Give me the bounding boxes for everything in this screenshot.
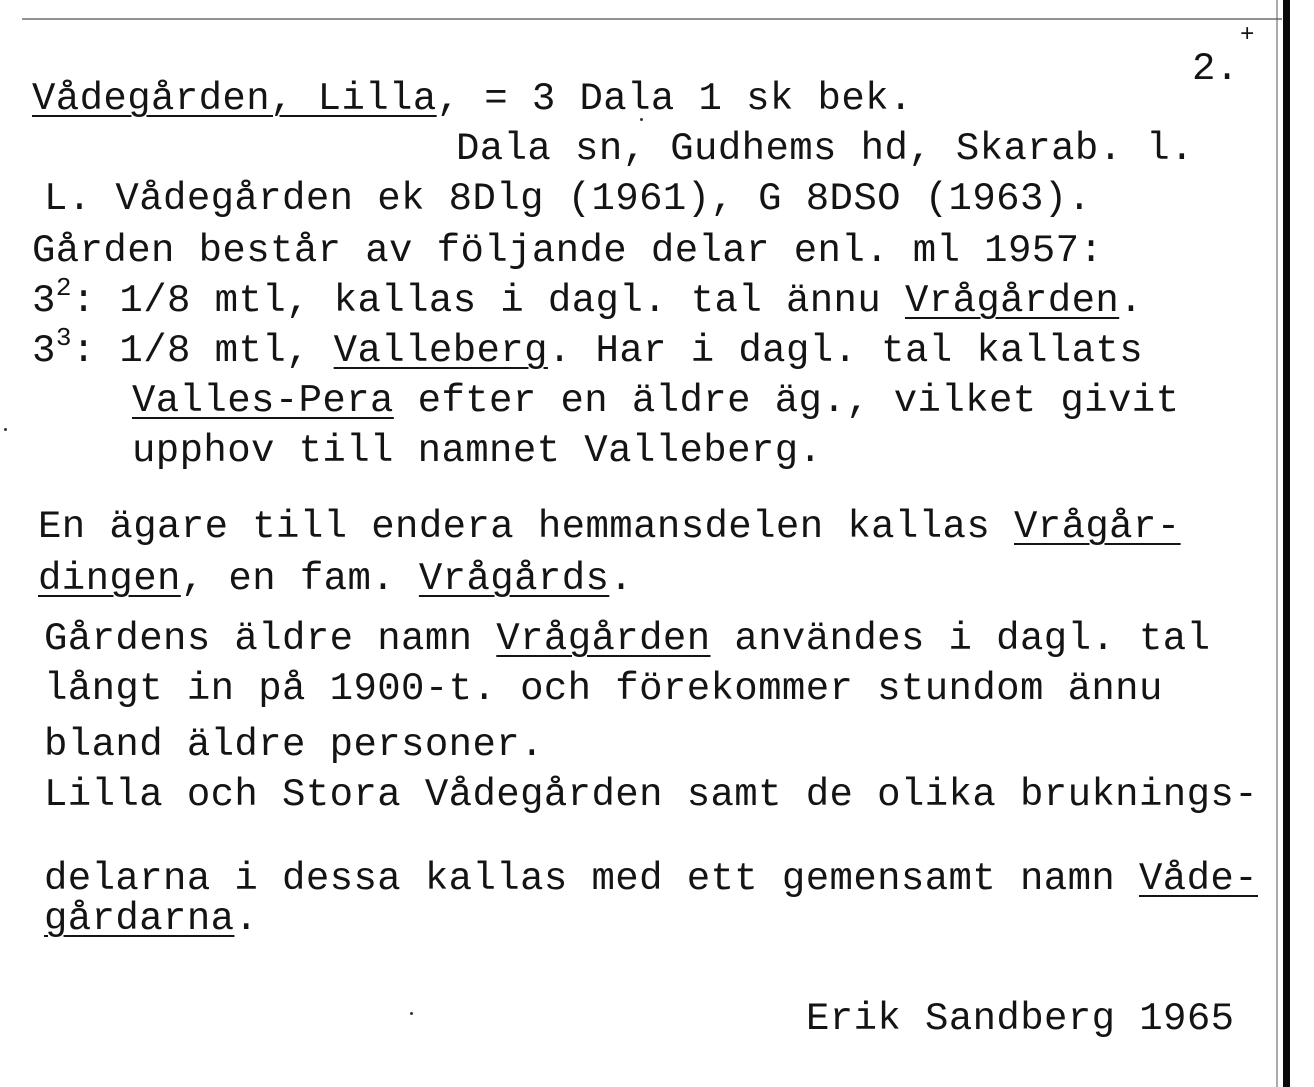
collective-text: delarna i dessa kallas med ett gemensamt namn (44, 857, 1139, 901)
name-dingen: dingen (38, 557, 181, 601)
part-superscript: 3 (55, 323, 72, 353)
name-gardarna: gårdarna (44, 897, 235, 941)
collective-line-1: Lilla och Stora Vådegården samt de olika bruknings- (44, 773, 1258, 817)
part-name-vragarden: Vrågården (904, 279, 1120, 323)
old-name-text: Gårdens äldre namn (44, 617, 497, 661)
part-number: 3 (32, 329, 56, 373)
part-text-end: . Har i dagl. tal kallats (547, 329, 1144, 373)
part-text: : 1/8 mtl, kallas i dagl. tal ännu (71, 279, 905, 323)
owner-line-1 (38, 504, 1181, 550)
speck (410, 1012, 413, 1015)
card-number-mark: + (1240, 22, 1255, 49)
part-cont-text: efter en äldre äg., vilket givit (393, 379, 1180, 423)
name-vade: Våde- (1138, 857, 1259, 901)
name-vragards: Vrågårds (418, 557, 610, 601)
part-name-valleberg: Valleberg (333, 329, 548, 373)
heading-rest: , = 3 Dala 1 sk bek. (436, 77, 913, 121)
part-name-valles-pera: Valles-Pera (132, 379, 394, 423)
old-name-line-2: långt in på 1900-t. och förekommer stundom ännu (44, 667, 1163, 711)
card-right-edge-shadow (1276, 0, 1278, 1087)
owner-line-2 (38, 556, 633, 602)
part-3-2-line (32, 273, 1144, 327)
owner-text-end: . (609, 557, 634, 601)
speck (4, 428, 7, 431)
name-vragar: Vrågår- (1013, 505, 1181, 549)
place-name: Vådegården, Lilla (32, 77, 437, 121)
old-name-line-3: bland äldre personer. (44, 723, 544, 767)
old-name-text-end: användes i dagl. tal (710, 617, 1211, 661)
owner-text: En ägare till endera hemmansdelen kallas (38, 505, 1014, 549)
map-refs-line: L. Vådegården ek 8Dlg (1961), G 8DSO (1963). (44, 177, 1092, 221)
collective-text-end: . (234, 897, 259, 941)
heading-line (32, 76, 913, 122)
part-text: : 1/8 mtl, (71, 329, 334, 373)
intro-line: Gården består av följande delar enl. ml 1957: (32, 229, 1104, 273)
owner-text-mid: , en fam. (180, 557, 419, 601)
old-name-line-1 (44, 616, 1210, 662)
card-number: 2. (1192, 47, 1239, 91)
part-3-3-cont-1 (132, 378, 1179, 424)
part-text-end: . (1119, 279, 1144, 323)
card-top-edge (22, 18, 1282, 20)
part-superscript: 2 (55, 273, 72, 303)
part-number: 3 (32, 279, 56, 323)
name-vragarden-2: Vrågården (496, 617, 711, 661)
part-3-3-line (32, 323, 1144, 377)
card-right-edge (1283, 0, 1290, 1087)
signature: Erik Sandberg 1965 (806, 997, 1235, 1041)
part-3-3-cont-2: upphov till namnet Valleberg. (132, 429, 823, 473)
collective-line-3 (44, 896, 258, 942)
location-line: Dala sn, Gudhems hd, Skarab. l. (456, 127, 1194, 171)
